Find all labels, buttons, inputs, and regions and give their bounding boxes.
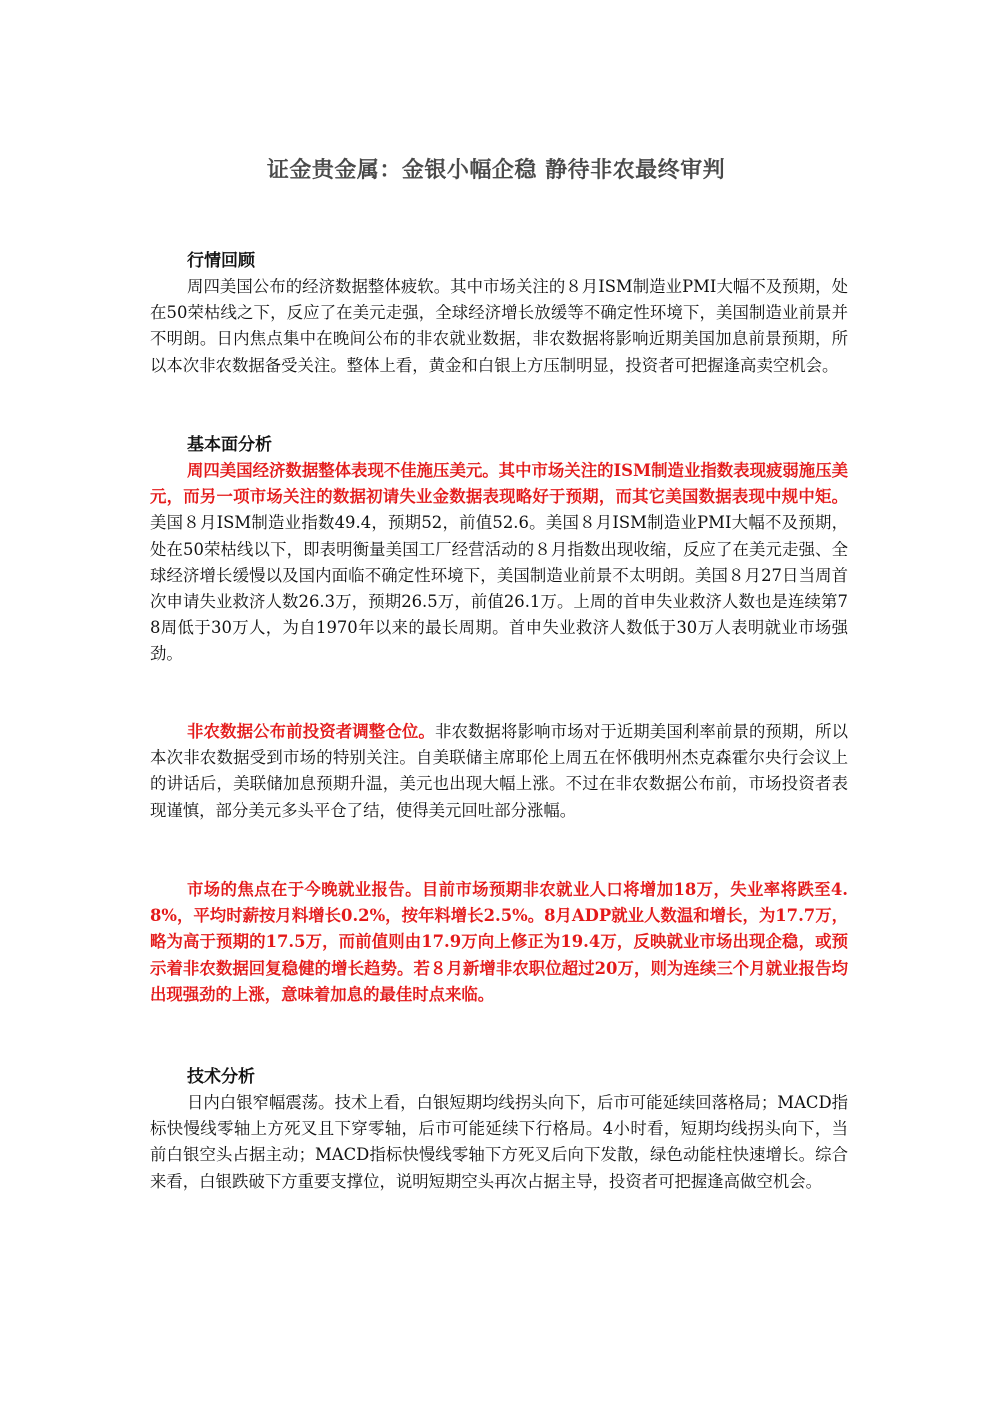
section-paragraph: 周四美国公布的经济数据整体疲软。其中市场关注的８月ISM制造业PMI大幅不及预期，处在50荣枯线之下，反应了在美元走强，全球经济增长放缓等不确定性环境下，美国制造业前景并不明朗。日内焦点集中在晚间公布的非农就业数据，非农数据将影响近期美国加息前景预期，所以本次非农数据备受关注。整体上看，黄金和白银上方压制明显，投资者可把握逢高卖空机会。 [150,277,848,375]
section-paragraph: 日内白银窄幅震荡。技术上看，白银短期均线拐头向下，后市可能延续回落格局；MACD指标快慢线零轴上方死叉且下穿零轴，后市可能延续下行格局。4小时看，短期均线拐头向下，当前白银空头占据主动；MACD指标快慢线零轴下方死叉后向下发散，绿色动能柱快速增长。综合来看，白银跌破下方重要支撑位，说明短期空头再次占据主导，投资者可把握逢高做空机会。 [150,1093,848,1191]
section-paragraph: 市场的焦点在于今晚就业报告。目前市场预期非农就业人口将增加18万，失业率将跌至4.8%，平均时薪按月料增长0.2%，按年料增长2.5%。8月ADP就业人数温和增长，为17.7万，略为高于预期的17.5万，而前值则由17.9万向上修正为19.4万，反映就业市场出现企稳，或预示着非农数据回复稳健的增长趋势。若８月新增非农职位超过20万，则为连续三个月就业报告均出现强劲的上涨，意味着加息的最佳时点来临。 [150,880,848,1004]
document-title: 证金贵金属：金银小幅企稳 静待非农最终审判 [266,158,726,183]
section-heading: 基本面分析 [187,435,272,455]
body-text: 非农数据将影响市场对于近期美国利率前景的预期，所以本次非农数据受到市场的特别关注。自美联储主席耶伦上周五在怀俄明州杰克森霍尔央行会议上的讲话后，美联储加息预期升温，美元也出现大幅上涨。不过在非农数据公布前，市场投资者表现谨慎，部分美元多头平仓了结，使得美元回吐部分涨幅。 [150,722,849,820]
section-paragraph [150,458,848,668]
section-market-review [150,248,848,379]
section-pre-nfp-positioning [150,719,848,824]
emphasis-text: 周四美国经济数据整体表现不佳施压美元。其中市场关注的ISM制造业指数表现疲弱施压美元，而另一项市场关注的数据初请失业金数据表现略好于预期，而其它美国数据表现中规中矩。 [150,461,848,507]
section-heading: 行情回顾 [187,251,255,271]
section-technical-analysis [150,1064,848,1195]
section-paragraph [150,719,848,824]
section-fundamental-analysis [150,432,848,668]
section-employment-report-focus [150,877,848,1008]
emphasis-text: 非农数据公布前投资者调整仓位。 [187,722,435,741]
section-heading: 技术分析 [187,1067,255,1087]
body-text: 美国８月ISM制造业指数49.4，预期52，前值52.6。美国８月ISM制造业PMI大幅不及预期，处在50荣枯线以下，即表明衡量美国工厂经营活动的８月指数出现收缩，反应了在美元走强、全球经济增长缓慢以及国内面临不确定性环境下，美国制造业前景不太明朗。美国８月27日当周首次申请失业救济人数26.3万，预期26.5万，前值26.1万。上周的首申失业救济人数也是连续第78周低于30万人，为自1970年以来的最长周期。首申失业救济人数低于30万人表明就业市场强劲。 [150,513,848,664]
